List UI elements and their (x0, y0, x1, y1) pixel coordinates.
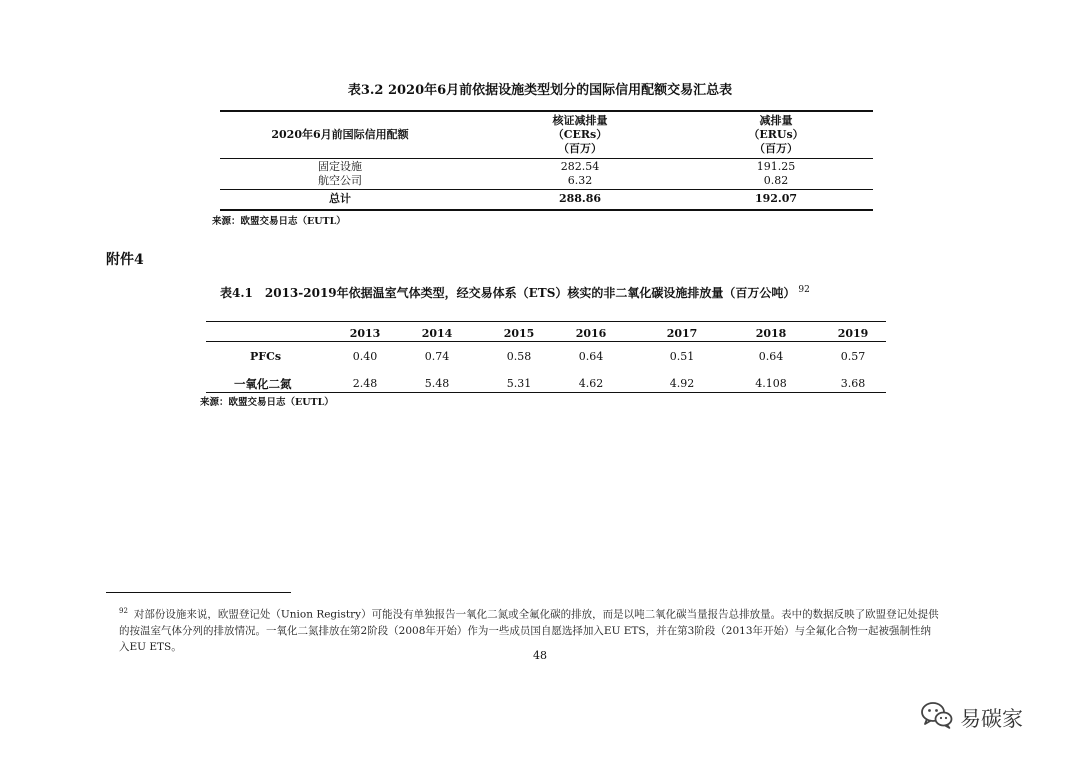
annex-heading: 附件4 (106, 252, 144, 268)
table2-cell: 4.108 (755, 377, 787, 390)
table2-cell: 0.40 (352, 350, 378, 363)
table1-source: 来源：欧盟交易日志（EUTL） (212, 216, 346, 227)
table1-cell: 0.82 (763, 174, 789, 187)
table1-title: 表3.2 2020年6月前依据设施类型划分的国际信用配额交易汇总表 (347, 83, 733, 98)
year-header: 2013 (349, 327, 381, 340)
table1-col1-header-line2: （CERs） (552, 128, 608, 141)
table1-total-label: 总计 (329, 192, 351, 205)
table2-title-text: 表4.1 2013-2019年依据温室气体类型，经交易体系（ETS）核实的非二氧化碳设施排放量（百万公吨） (220, 286, 796, 300)
table1-cell: 6.32 (567, 174, 593, 187)
table2-title (220, 284, 810, 301)
year-header: 2015 (503, 327, 535, 340)
table2-cell: 5.31 (506, 377, 532, 390)
table1-col1-header-line3: （百万） (558, 142, 602, 155)
year-header: 2017 (666, 327, 698, 340)
table2-cell: 0.64 (758, 350, 784, 363)
table2-row-label: PFCs (250, 350, 282, 363)
footnote-text: 对部份设施来说，欧盟登记处（Union Registry）可能没有单独报告一氧化二氮或全氟化碳的排放，而是以吨二氧化碳当量报告总排放量。表中的数据反映了欧盟登记处提供的按温室气体分列的排放情况。一氧化二氮排放在第2阶段（2008年开始）作为一些成员国自愿选择加入EU ETS，并在第3阶段（2013年开始）与全氟化合物一起被强制性纳入EU ETS。 (119, 608, 939, 653)
table1-cell: 191.25 (756, 160, 796, 173)
table2-cell: 3.68 (840, 377, 866, 390)
footnote-number: 92 (119, 607, 128, 615)
table2-cell: 0.51 (669, 350, 695, 363)
table1-top-rule (220, 110, 873, 112)
table2-top-rule (206, 321, 886, 322)
table2-cell: 0.57 (840, 350, 866, 363)
page-number: 48 (533, 649, 547, 662)
table1-row-label: 航空公司 (318, 174, 362, 187)
table1-bottom-rule (220, 209, 873, 211)
table1-col2-header-line1: 减排量 (759, 114, 793, 127)
table1-col1-header-line1: 核证减排量 (552, 114, 608, 127)
table2-cell: 0.64 (578, 350, 604, 363)
table2-header-rule (206, 341, 886, 342)
table1-header-rule (220, 158, 873, 159)
year-header: 2019 (837, 327, 869, 340)
watermark (920, 700, 1023, 735)
table1-total-cers: 288.86 (558, 192, 602, 205)
year-header: 2018 (755, 327, 787, 340)
table1-cell: 282.54 (560, 160, 600, 173)
watermark-text: 易碳家 (960, 706, 1023, 731)
table2-bottom-rule (206, 392, 886, 393)
table2-cell: 2.48 (352, 377, 378, 390)
table2-cell: 4.92 (669, 377, 695, 390)
footnote-separator (106, 592, 291, 593)
year-header: 2016 (575, 327, 607, 340)
table1-col2-header-line2: （ERUs） (748, 128, 804, 141)
table2-cell: 4.62 (578, 377, 604, 390)
table2-cell: 5.48 (424, 377, 450, 390)
table2-cell: 0.58 (506, 350, 532, 363)
table1-total-erus: 192.07 (754, 192, 798, 205)
table2-row-label: 一氧化二氮 (234, 377, 292, 391)
wechat-icon (920, 700, 954, 735)
table1-row-header: 2020年6月前国际信用配额 (271, 128, 409, 141)
table1-row-label: 固定设施 (318, 160, 362, 173)
footnote-ref[interactable]: 92 (798, 285, 810, 295)
table1-col2-header-line3: （百万） (754, 142, 798, 155)
table1-total-rule (220, 189, 873, 190)
table2-source: 来源：欧盟交易日志（EUTL） (200, 397, 334, 408)
table2-cell: 0.74 (424, 350, 450, 363)
footnote (119, 603, 939, 655)
year-header: 2014 (421, 327, 453, 340)
